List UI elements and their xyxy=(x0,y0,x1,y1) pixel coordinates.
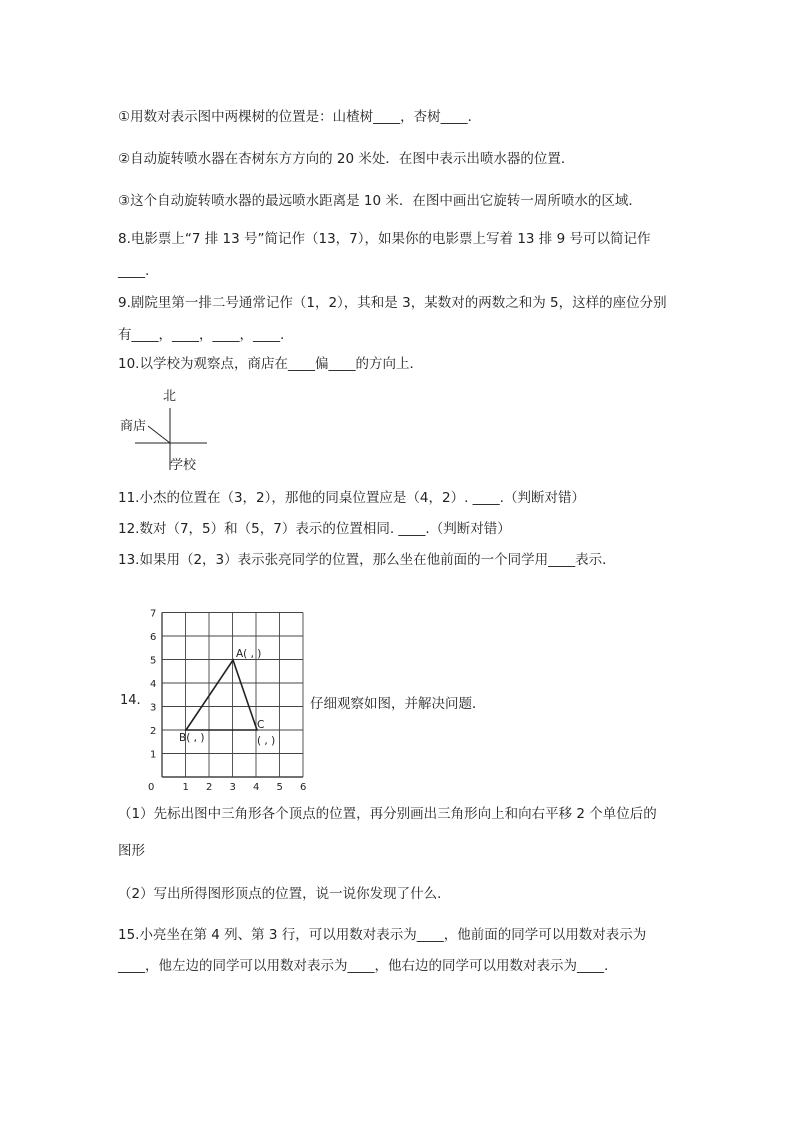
compass-direction-line xyxy=(148,426,170,443)
q14-triangle xyxy=(186,660,257,730)
q14-caption: 仔细观察如图，并解决问题． xyxy=(310,696,486,712)
y-tick-label: 1 xyxy=(150,749,157,761)
q9-text: 9.剧院里第一排二号通常记作（1，2），其和是 3，某数对的两数之和为 5，这样的座位分别 xyxy=(118,295,667,311)
x-tick-label: 1 xyxy=(182,782,189,793)
y-tick-label: 5 xyxy=(150,655,157,667)
x-tick-label: 0 xyxy=(148,782,155,793)
q11-text: 11.小杰的位置在（3，2），那他的同桌位置应是（4，2）. ____.（判断对错） xyxy=(118,490,585,506)
q15-text: 15.小亮坐在第 4 列、第 3 行，可以用数对表示为____，他前面的同学可以用数对表示为 xyxy=(118,927,647,943)
q7-part1: ①用数对表示图中两棵树的位置是：山楂树____，杏树____． xyxy=(118,109,482,125)
q14-part1-cont: 图形 xyxy=(118,843,145,859)
x-tick-label: 5 xyxy=(276,782,283,793)
q14-vertex-b-label: B( , ) xyxy=(179,732,205,744)
q8-blank: ____. xyxy=(118,263,150,279)
q14-grid-ticks xyxy=(148,609,306,794)
compass-school-label: 学校 xyxy=(170,458,197,473)
q10-text: 10.以学校为观察点，商店在____偏____的方向上． xyxy=(118,356,423,372)
y-tick-label: 7 xyxy=(150,608,157,620)
q7-part3: ③这个自动旋转喷水器的最远喷水距离是 10 米．在图中画出它旋转一周所喷水的区域． xyxy=(118,193,642,209)
q14-part2: （2）写出所得图形顶点的位置，说一说你发现了什么． xyxy=(118,886,451,902)
y-tick-label: 6 xyxy=(150,632,157,643)
q9-blanks: 有____，____，____，____. xyxy=(118,327,285,343)
q14-number: 14. xyxy=(120,693,141,708)
q14-grid-lines xyxy=(162,613,303,778)
x-tick-label: 6 xyxy=(300,782,307,793)
q14-vertex-a-label: A( , ) xyxy=(236,648,262,660)
x-tick-label: 3 xyxy=(229,782,236,793)
y-tick-label: 4 xyxy=(150,679,157,690)
x-tick-label: 2 xyxy=(206,782,213,793)
q14-vertex-c-coord: ( , ) xyxy=(257,735,276,747)
q13-text: 13.如果用（2，3）表示张亮同学的位置，那么坐在他前面的一个同学用____表示． xyxy=(118,552,616,568)
q14-vertex-c-label: C xyxy=(257,719,265,731)
q14-part1: （1）先标出图中三角形各个顶点的位置，再分别画出三角形向上和向右平移 2 个单位后的 xyxy=(118,806,657,822)
y-tick-label: 2 xyxy=(150,726,157,737)
y-tick-label: 3 xyxy=(150,702,157,714)
compass-shop-label: 商店 xyxy=(120,419,147,434)
compass-north-label: 北 xyxy=(163,389,177,404)
q7-part2: ②自动旋转喷水器在杏树东方方向的 20 米处．在图中表示出喷水器的位置． xyxy=(118,151,575,167)
q15-text-cont: ____，他左边的同学可以用数对表示为____，他右边的同学可以用数对表示为____. xyxy=(118,958,609,974)
x-tick-label: 4 xyxy=(253,782,260,793)
q8-text: 8.电影票上“7 排 13 号”简记作（13，7），如果你的电影票上写着 13 排 9 号可以简记作 xyxy=(118,231,651,247)
q12-text: 12.数对（7，5）和（5，7）表示的位置相同. ____.（判断对错） xyxy=(118,521,511,537)
